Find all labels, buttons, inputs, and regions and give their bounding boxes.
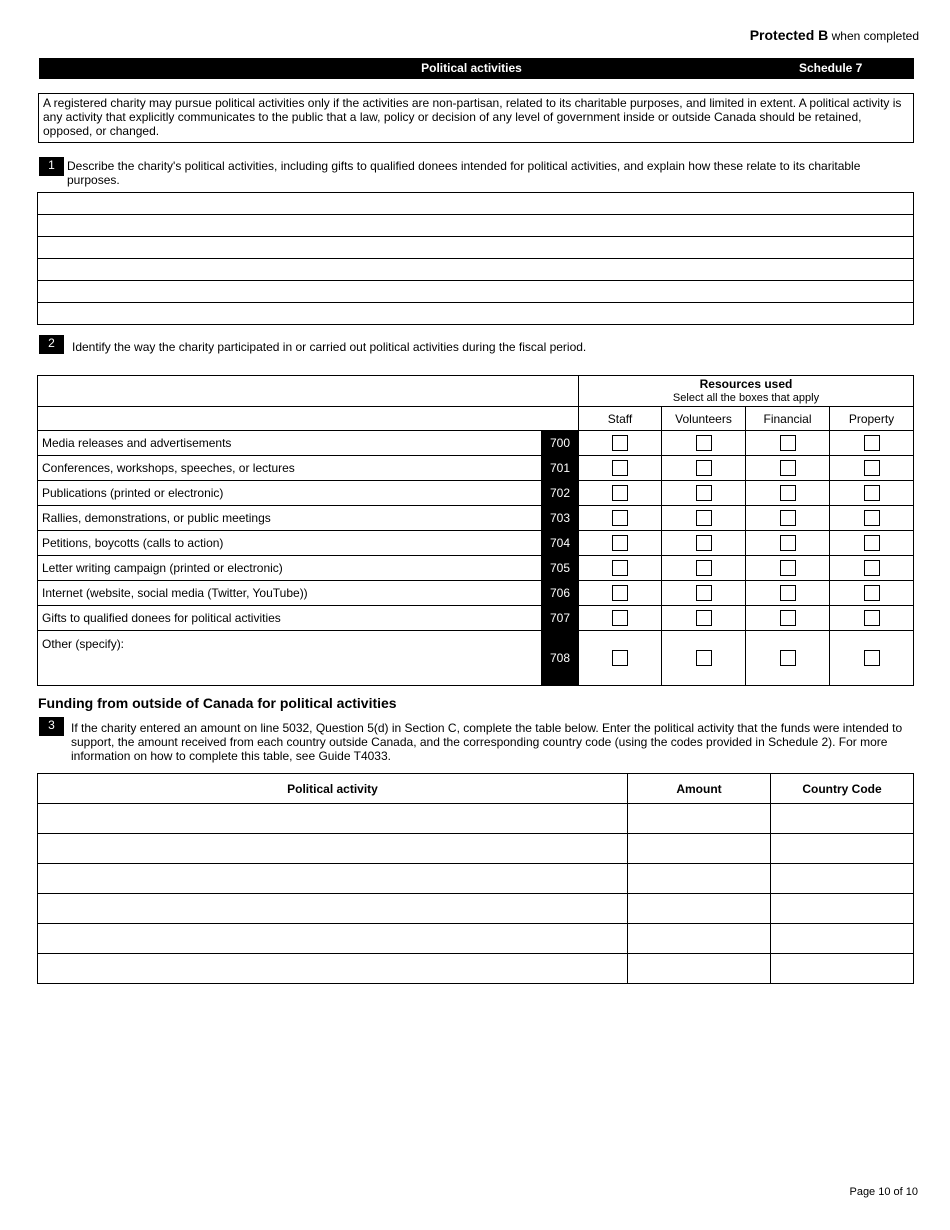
staff-checkbox[interactable] bbox=[612, 535, 628, 551]
activity-input[interactable] bbox=[38, 804, 628, 834]
country-code-input[interactable] bbox=[771, 864, 914, 894]
amount-input[interactable] bbox=[628, 924, 771, 954]
question-2-text: Identify the way the charity participated in or carried out political activities during the fiscal period. bbox=[72, 340, 587, 354]
property-checkbox[interactable] bbox=[864, 510, 880, 526]
activity-input[interactable] bbox=[38, 954, 628, 984]
property-checkbox[interactable] bbox=[864, 560, 880, 576]
table-row bbox=[38, 954, 914, 984]
answer-line[interactable] bbox=[37, 302, 914, 325]
staff-checkbox[interactable] bbox=[612, 650, 628, 666]
section-header bbox=[39, 58, 914, 79]
activity-label: Rallies, demonstrations, or public meetings bbox=[38, 506, 542, 531]
col-political-activity: Political activity bbox=[38, 774, 628, 804]
funding-table bbox=[37, 773, 914, 984]
volunteers-checkbox[interactable] bbox=[696, 485, 712, 501]
schedule-label: Schedule 7 bbox=[799, 61, 863, 75]
line-code: 701 bbox=[542, 456, 579, 481]
activities-table bbox=[37, 375, 914, 686]
financial-checkbox[interactable] bbox=[780, 535, 796, 551]
table-row bbox=[38, 924, 914, 954]
activity-input[interactable] bbox=[38, 834, 628, 864]
line-code: 708 bbox=[542, 631, 579, 686]
line-code: 702 bbox=[542, 481, 579, 506]
property-checkbox[interactable] bbox=[864, 435, 880, 451]
activity-row bbox=[38, 531, 914, 556]
col-property: Property bbox=[830, 407, 914, 431]
question-1-text: Describe the charity's political activities, including gifts to qualified donees intended for political activities, and explain how these relate to its charitable purposes. bbox=[67, 159, 861, 187]
col-financial: Financial bbox=[746, 407, 830, 431]
financial-checkbox[interactable] bbox=[780, 435, 796, 451]
activity-label: Petitions, boycotts (calls to action) bbox=[38, 531, 542, 556]
activity-input[interactable] bbox=[38, 864, 628, 894]
staff-checkbox[interactable] bbox=[612, 585, 628, 601]
resources-header bbox=[579, 376, 914, 407]
financial-checkbox[interactable] bbox=[780, 460, 796, 476]
financial-checkbox[interactable] bbox=[780, 650, 796, 666]
financial-checkbox[interactable] bbox=[780, 485, 796, 501]
financial-checkbox[interactable] bbox=[780, 610, 796, 626]
answer-line[interactable] bbox=[37, 214, 914, 236]
activity-label: Other (specify): bbox=[42, 637, 125, 651]
volunteers-checkbox[interactable] bbox=[696, 650, 712, 666]
page-number: Page 10 of 10 bbox=[849, 1186, 918, 1198]
property-checkbox[interactable] bbox=[864, 535, 880, 551]
activity-row bbox=[38, 431, 914, 456]
staff-checkbox[interactable] bbox=[612, 560, 628, 576]
volunteers-checkbox[interactable] bbox=[696, 560, 712, 576]
country-code-input[interactable] bbox=[771, 804, 914, 834]
line-code: 704 bbox=[542, 531, 579, 556]
col-amount: Amount bbox=[628, 774, 771, 804]
staff-checkbox[interactable] bbox=[612, 435, 628, 451]
activity-input[interactable] bbox=[38, 894, 628, 924]
answer-line[interactable] bbox=[37, 192, 914, 214]
activity-row bbox=[38, 556, 914, 581]
col-staff: Staff bbox=[579, 407, 662, 431]
staff-checkbox[interactable] bbox=[612, 485, 628, 501]
activity-row bbox=[38, 481, 914, 506]
question-2-number: 2 bbox=[39, 335, 64, 354]
question-3-text: If the charity entered an amount on line 5032, Question 5(d) in Section C, complete the table below. Enter the political activity that the funds were intended to support, the amount received from each country outside Canada, and the corresponding country code (using the codes provided in Schedule 2). For more information on how to complete this table, see Guide T4033. bbox=[71, 721, 903, 763]
table-row bbox=[38, 834, 914, 864]
line-code: 703 bbox=[542, 506, 579, 531]
country-code-input[interactable] bbox=[771, 834, 914, 864]
col-country-code: Country Code bbox=[771, 774, 914, 804]
activity-row bbox=[38, 506, 914, 531]
col-volunteers: Volunteers bbox=[662, 407, 746, 431]
financial-checkbox[interactable] bbox=[780, 510, 796, 526]
table-row bbox=[38, 804, 914, 834]
protected-notice: Protected B when completed bbox=[749, 27, 919, 43]
intro-box: A registered charity may pursue political activities only if the activities are non-partisan, related to its charitable purposes, and limited in extent. A political activity is any activity that explicitly communicates to the public that a law, policy or decision of any level of government inside or outside Canada should be retained, opposed, or changed. bbox=[38, 93, 914, 143]
country-code-input[interactable] bbox=[771, 894, 914, 924]
question-3-number: 3 bbox=[39, 717, 64, 736]
activity-input[interactable] bbox=[38, 924, 628, 954]
other-specify-field[interactable] bbox=[38, 631, 542, 686]
answer-line[interactable] bbox=[37, 236, 914, 258]
answer-line[interactable] bbox=[37, 280, 914, 302]
amount-input[interactable] bbox=[628, 834, 771, 864]
financial-checkbox[interactable] bbox=[780, 585, 796, 601]
property-checkbox[interactable] bbox=[864, 460, 880, 476]
table-row bbox=[38, 864, 914, 894]
line-code: 706 bbox=[542, 581, 579, 606]
property-checkbox[interactable] bbox=[864, 585, 880, 601]
line-code: 707 bbox=[542, 606, 579, 631]
volunteers-checkbox[interactable] bbox=[696, 460, 712, 476]
staff-checkbox[interactable] bbox=[612, 460, 628, 476]
property-checkbox[interactable] bbox=[864, 485, 880, 501]
staff-checkbox[interactable] bbox=[612, 610, 628, 626]
amount-input[interactable] bbox=[628, 804, 771, 834]
activity-row bbox=[38, 456, 914, 481]
volunteers-checkbox[interactable] bbox=[696, 510, 712, 526]
volunteers-checkbox[interactable] bbox=[696, 610, 712, 626]
activity-label: Letter writing campaign (printed or electronic) bbox=[38, 556, 542, 581]
funding-section-title: Funding from outside of Canada for political activities bbox=[38, 695, 397, 711]
question-1-answer-lines[interactable] bbox=[37, 192, 914, 325]
activity-row bbox=[38, 581, 914, 606]
activity-label: Gifts to qualified donees for political activities bbox=[38, 606, 542, 631]
country-code-input[interactable] bbox=[771, 924, 914, 954]
resources-subtitle: Select all the boxes that apply bbox=[672, 392, 820, 404]
section-title: Political activities bbox=[421, 61, 522, 75]
resources-title: Resources used bbox=[699, 377, 793, 391]
amount-input[interactable] bbox=[628, 894, 771, 924]
property-checkbox[interactable] bbox=[864, 610, 880, 626]
amount-input[interactable] bbox=[628, 864, 771, 894]
line-code: 700 bbox=[542, 431, 579, 456]
activity-row-other bbox=[38, 631, 914, 686]
activity-label: Conferences, workshops, speeches, or lectures bbox=[38, 456, 542, 481]
line-code: 705 bbox=[542, 556, 579, 581]
answer-line[interactable] bbox=[37, 258, 914, 280]
property-checkbox[interactable] bbox=[864, 650, 880, 666]
staff-checkbox[interactable] bbox=[612, 510, 628, 526]
activity-label: Publications (printed or electronic) bbox=[38, 481, 542, 506]
activity-label: Media releases and advertisements bbox=[38, 431, 542, 456]
activity-row bbox=[38, 606, 914, 631]
activity-label: Internet (website, social media (Twitter, YouTube)) bbox=[38, 581, 542, 606]
volunteers-checkbox[interactable] bbox=[696, 535, 712, 551]
volunteers-checkbox[interactable] bbox=[696, 585, 712, 601]
amount-input[interactable] bbox=[628, 954, 771, 984]
country-code-input[interactable] bbox=[771, 954, 914, 984]
financial-checkbox[interactable] bbox=[780, 560, 796, 576]
table-row bbox=[38, 894, 914, 924]
question-1-number: 1 bbox=[39, 157, 64, 176]
volunteers-checkbox[interactable] bbox=[696, 435, 712, 451]
